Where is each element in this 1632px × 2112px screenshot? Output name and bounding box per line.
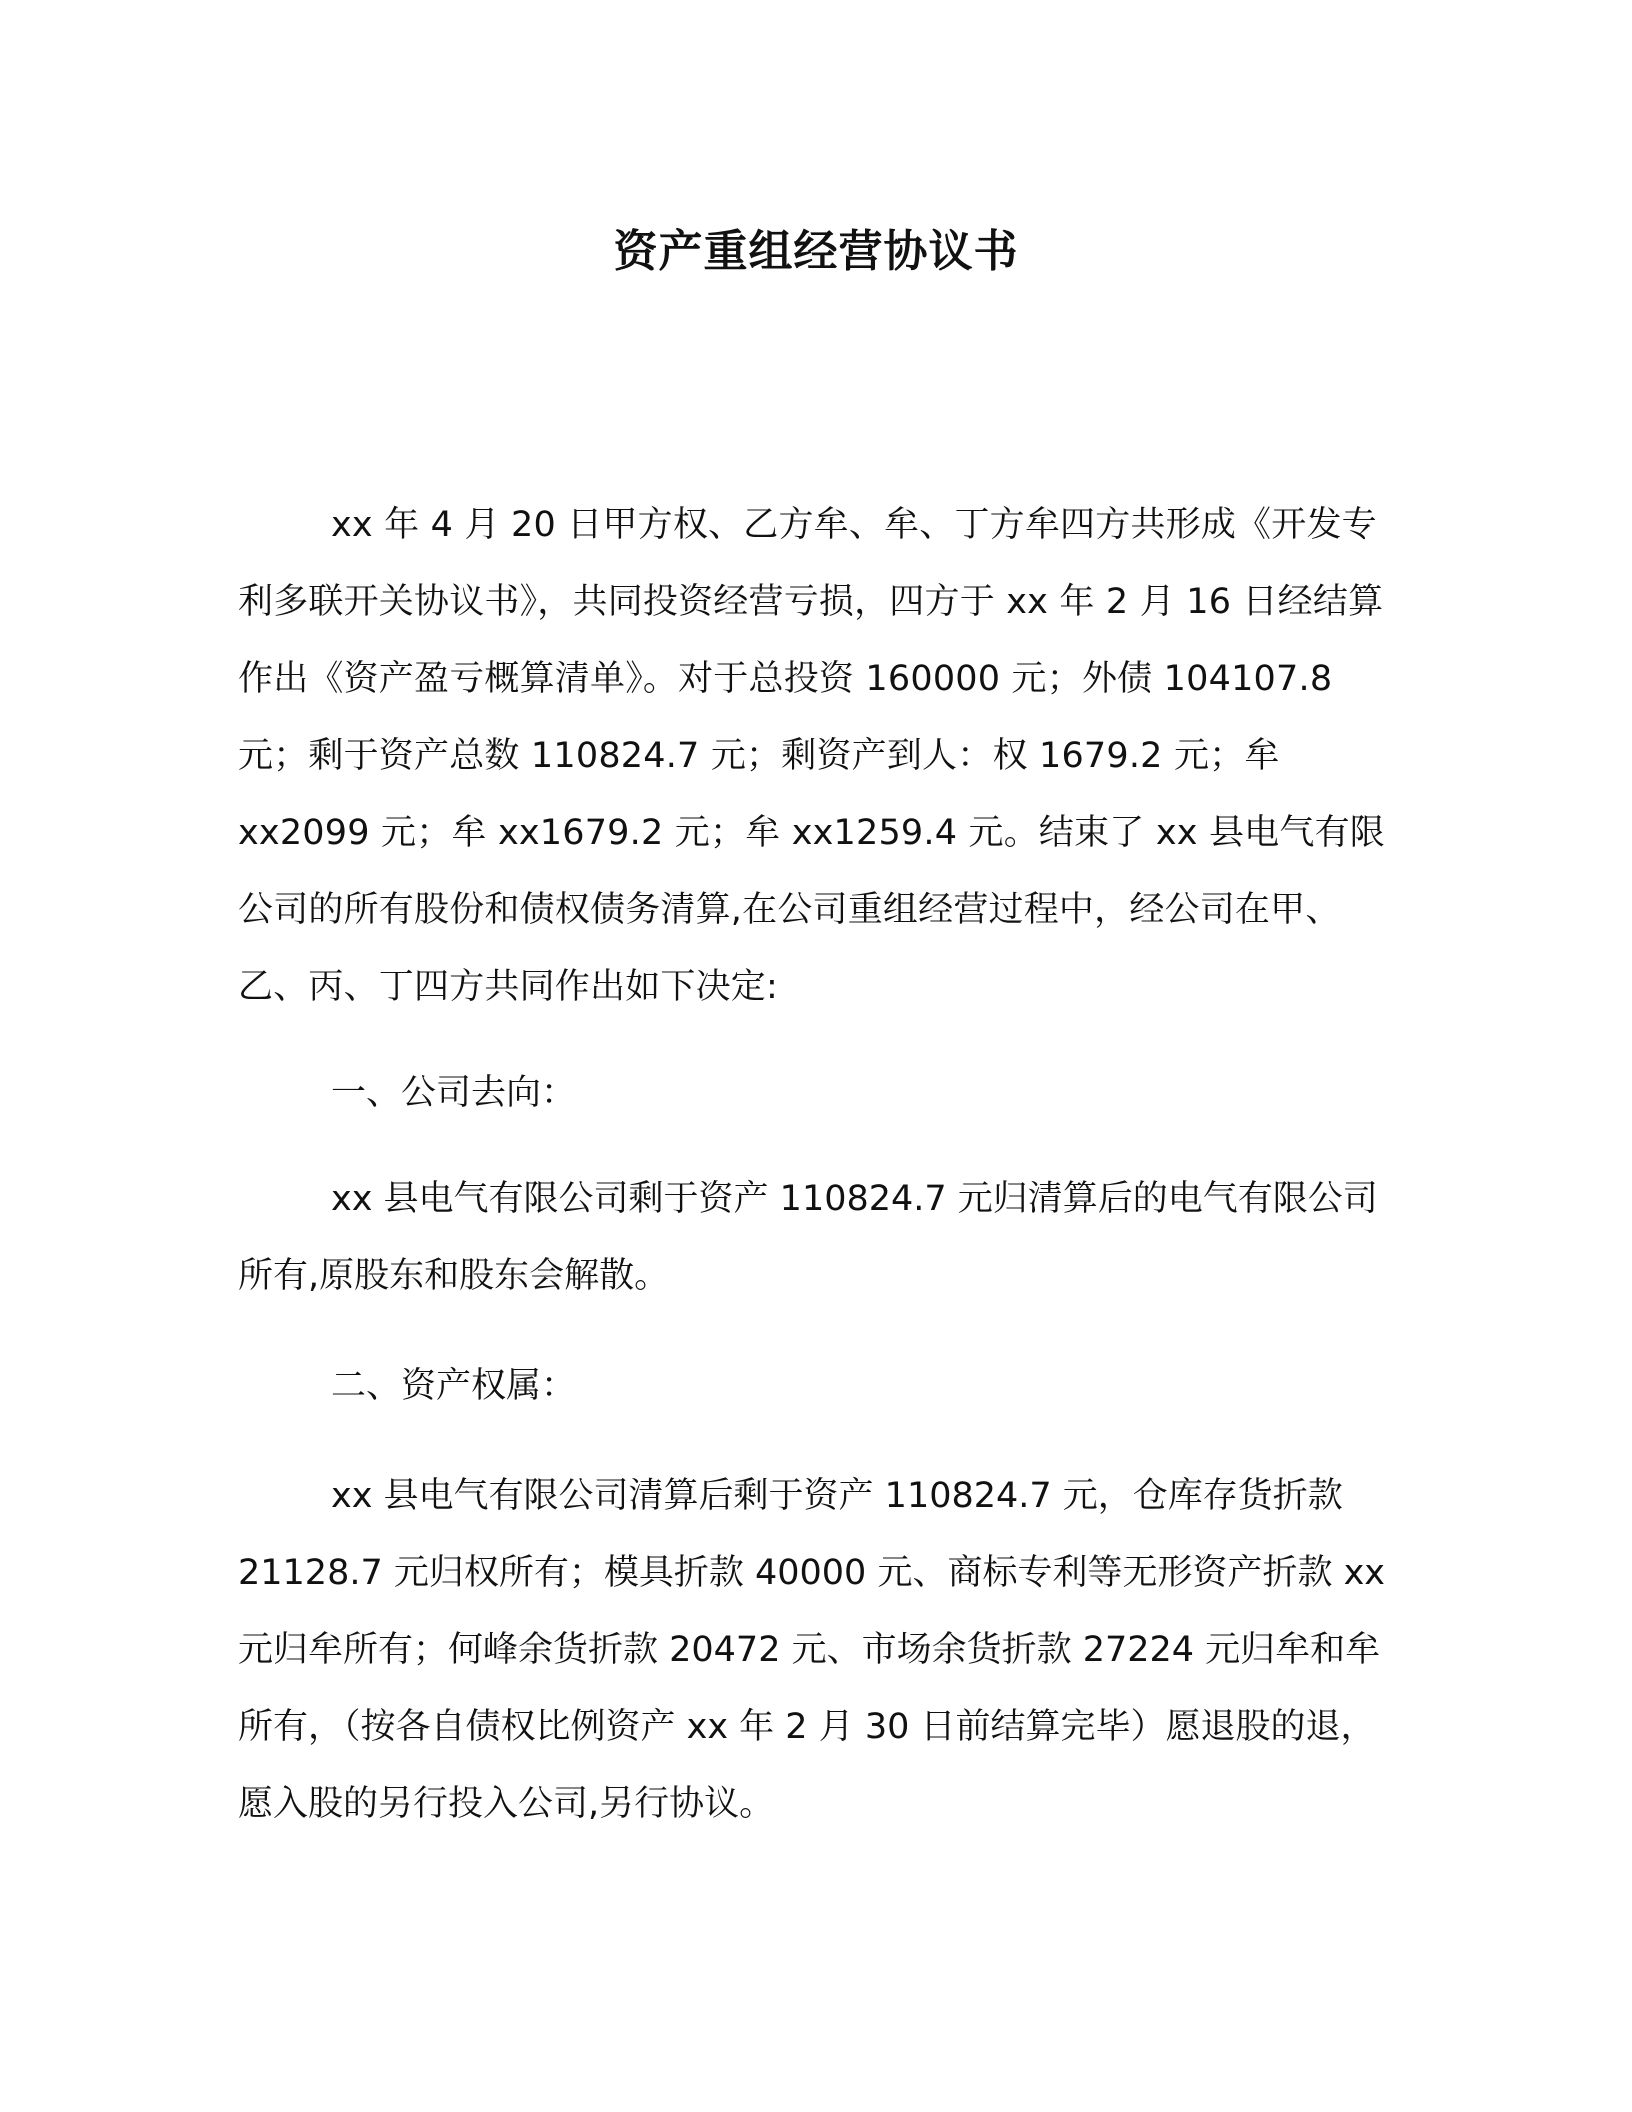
section-body-asset-ownership: xx 县电气有限公司清算后剩于资产 110824.7 元，仓库存货折款 21128.7 元归权所有；模具折款 40000 元、商标专利等无形资产折款 xx 元归牟所有；何峰余货折款 20472 元、市场余货折款 27224 元归牟和牟所有，（按各自债权比例资产 xx 年 2 月 30 日前结算完毕）愿退股的退，愿入股的另行投入公司,另行协议。 [238, 1476, 1386, 1824]
section-body-company-direction: xx 县电气有限公司剩于资产 110824.7 元归清算后的电气有限公司所有,原股东和股东会解散。 [238, 1179, 1378, 1296]
intro-paragraph: xx 年 4 月 20 日甲方权、乙方牟、牟、丁方牟四方共形成《开发专利多联开关协议书》，共同投资经营亏损，四方于 xx 年 2 月 16 日经结算作出《资产盈亏概算清单》。对于总投资 160000 元；外债 104107.8 元；剩于资产总数 110824.7 元；剩资产到人：权 1679.2 元；牟 xx2099 元；牟 xx1679.2 元；牟 xx1259.4 元。结束了 xx 县电气有限公司的所有股份和债权债务清算,在公司重组经营过程中，经公司在甲、乙、丙、丁四方共同作出如下决定: [238, 505, 1385, 1007]
section-heading-company-direction: 一、公司去向： [331, 1073, 577, 1113]
document-body [238, 487, 1398, 1843]
section-heading-asset-ownership: 二、资产权属： [331, 1366, 577, 1406]
document-title: 资产重组经营协议书 [613, 226, 1019, 277]
